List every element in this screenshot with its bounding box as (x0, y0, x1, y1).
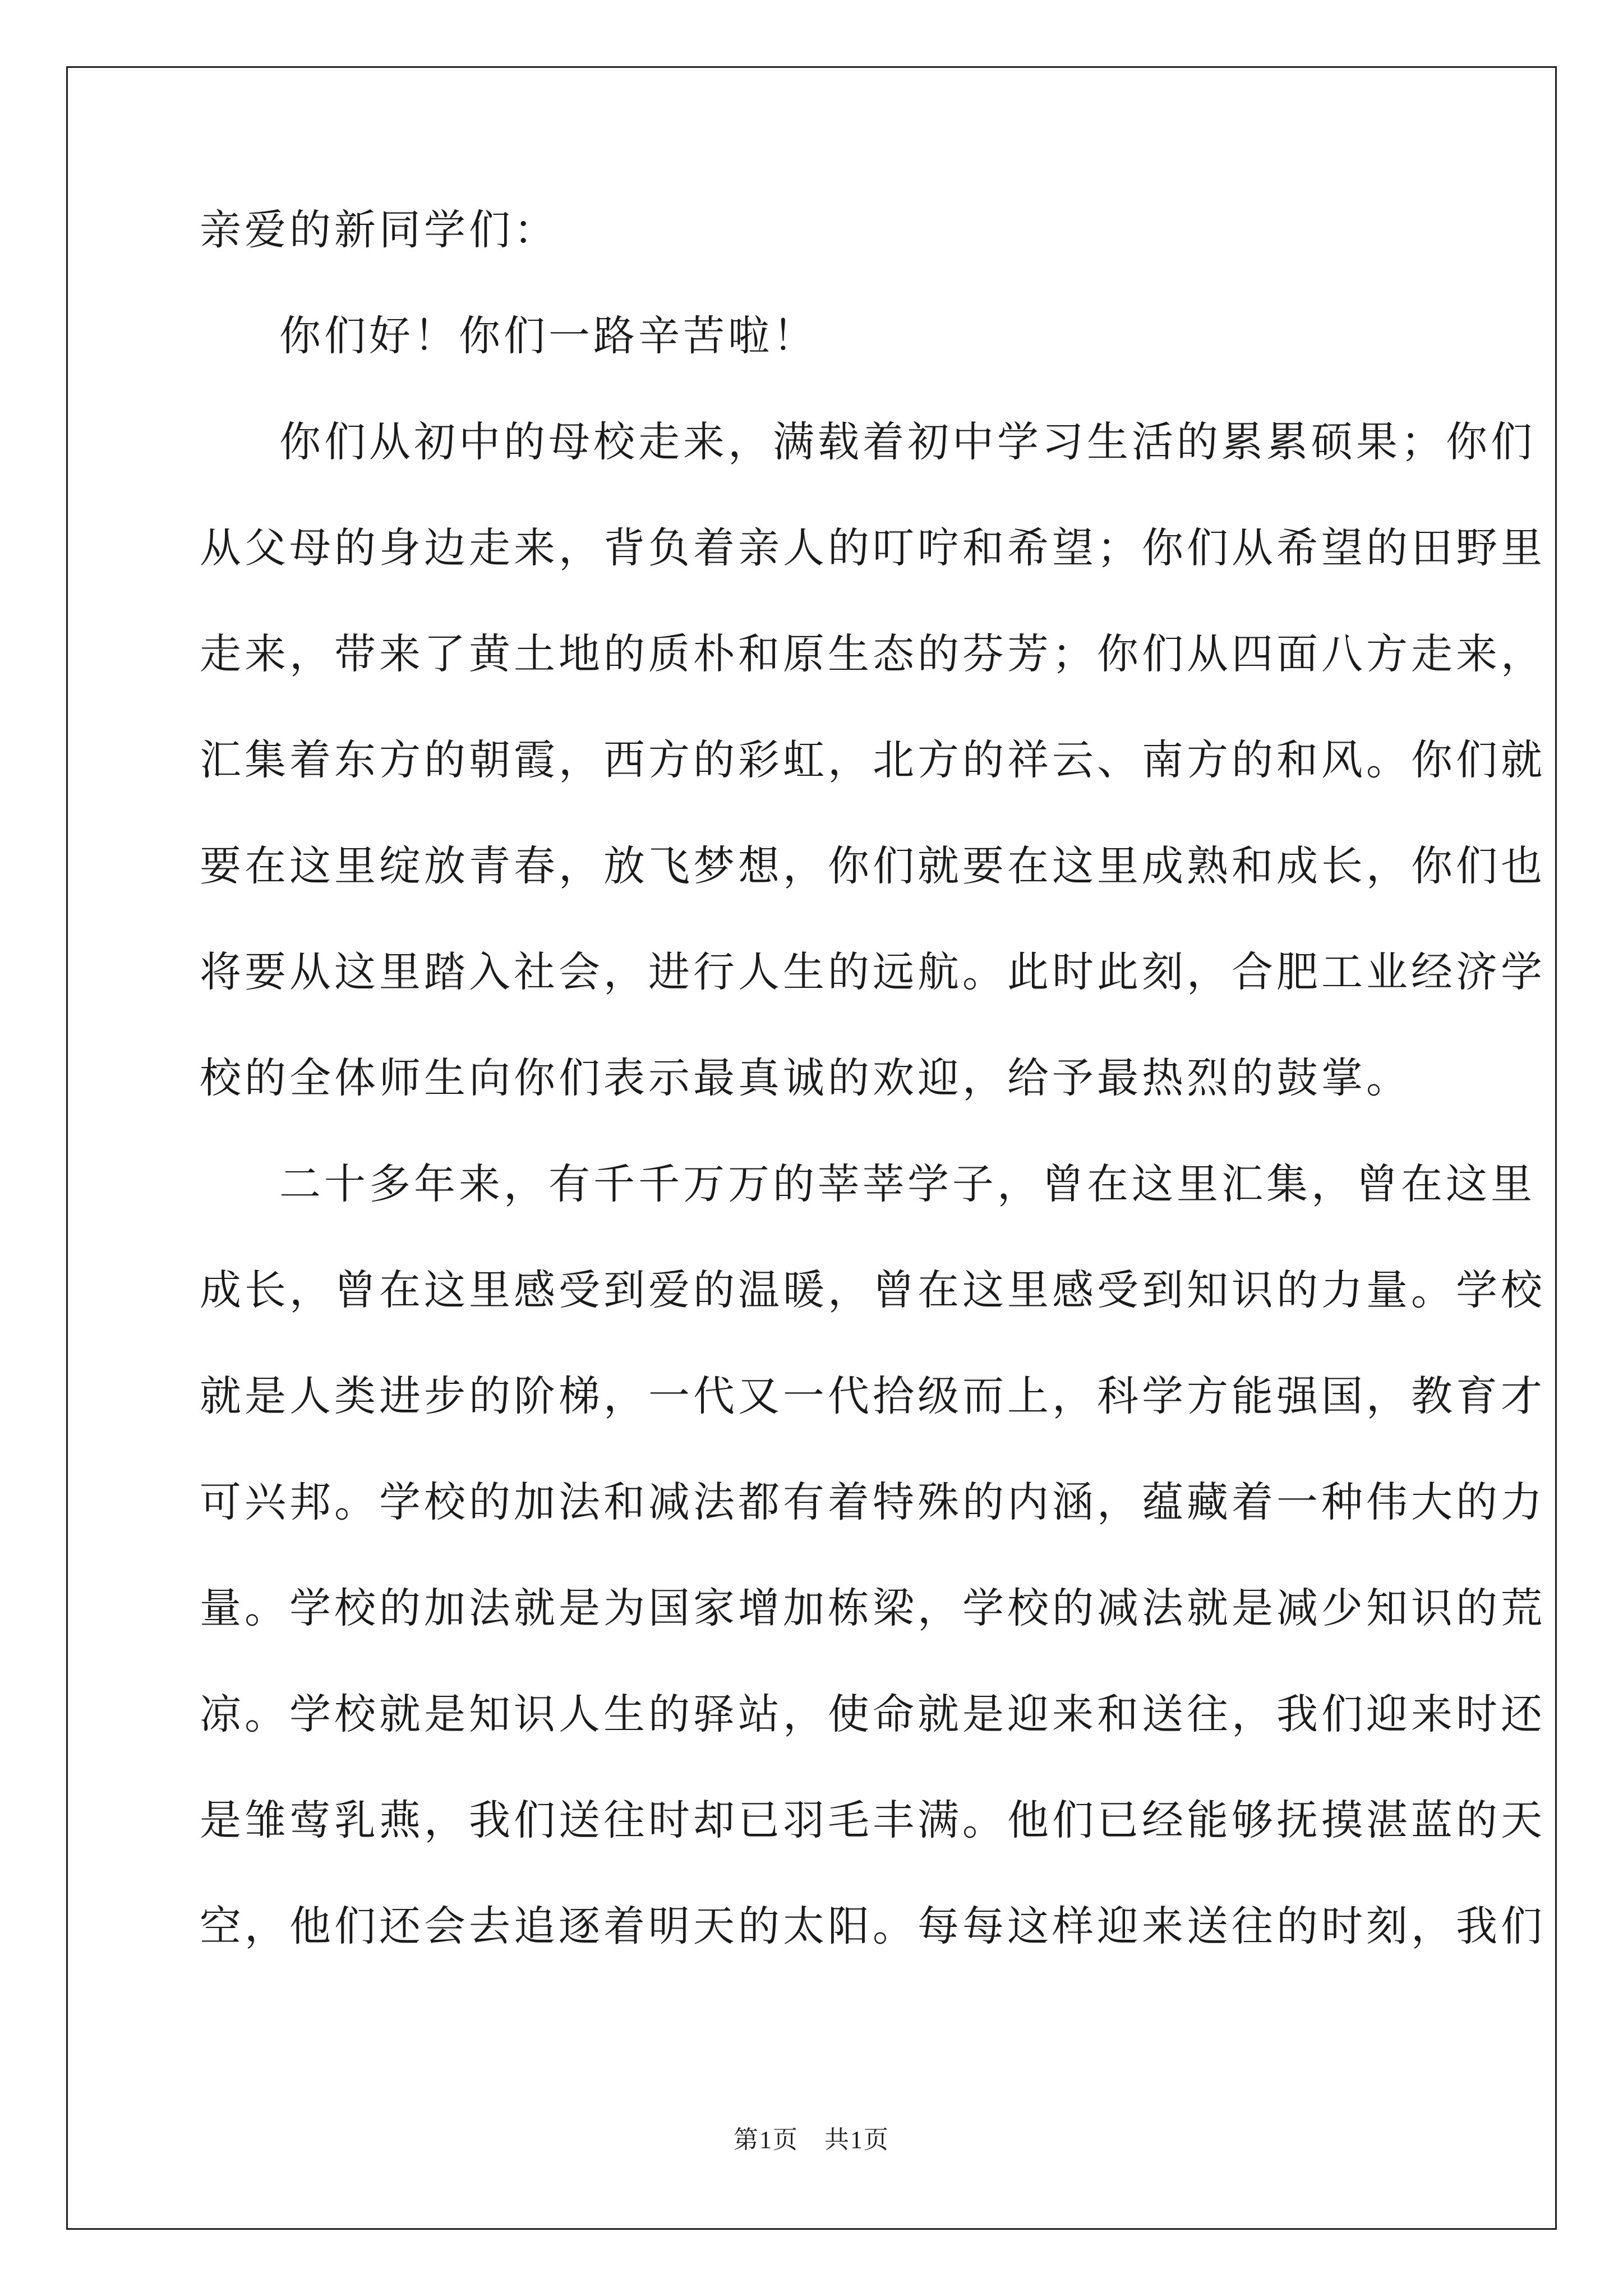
text-line: 汇集着东方的朝霞，西方的彩虹，北方的祥云、南方的和风。你们就 (200, 736, 1546, 784)
text-line: 二十多年来，有千千万万的莘莘学子，曾在这里汇集，曾在这里 (279, 1160, 1536, 1208)
text-line: 你们好！你们一路辛苦啦！ (279, 312, 818, 360)
page-footer: 第1页 共1页 (734, 2126, 889, 2154)
text-line: 校的全体师生向你们表示最真诚的欢迎，给予最热烈的鼓掌。 (200, 1054, 1411, 1102)
text-line: 就是人类进步的阶梯，一代又一代拾级而上，科学方能强国，教育才 (200, 1372, 1546, 1420)
text-line: 将要从这里踏入社会，进行人生的远航。此时此刻，合肥工业经济学 (200, 948, 1546, 996)
document-body (200, 206, 1546, 2010)
text-line: 凉。学校就是知识人生的驿站，使命就是迎来和送往，我们迎来时还 (200, 1690, 1546, 1738)
text-line: 从父母的身边走来，背负着亲人的叮咛和希望；你们从希望的田野里 (200, 524, 1546, 572)
text-line: 量。学校的加法就是为国家增加栋梁，学校的减法就是减少知识的荒 (200, 1584, 1546, 1632)
text-line: 要在这里绽放青春，放飞梦想，你们就要在这里成熟和成长，你们也 (200, 842, 1546, 890)
text-line: 是雏莺乳燕，我们送往时却已羽毛丰满。他们已经能够抚摸湛蓝的天 (200, 1796, 1546, 1844)
text-line: 空，他们还会去追逐着明天的太阳。每每这样迎来送往的时刻，我们 (200, 1902, 1546, 1950)
text-line: 可兴邦。学校的加法和减法都有着特殊的内涵，蕴藏着一种伟大的力 (200, 1478, 1546, 1526)
text-line: 走来，带来了黄土地的质朴和原生态的芬芳；你们从四面八方走来， (200, 630, 1546, 678)
text-line: 你们从初中的母校走来，满载着初中学习生活的累累硕果；你们 (279, 418, 1536, 466)
text-line: 亲爱的新同学们： (200, 206, 559, 254)
text-line: 成长，曾在这里感受到爱的温暖，曾在这里感受到知识的力量。学校 (200, 1266, 1546, 1314)
